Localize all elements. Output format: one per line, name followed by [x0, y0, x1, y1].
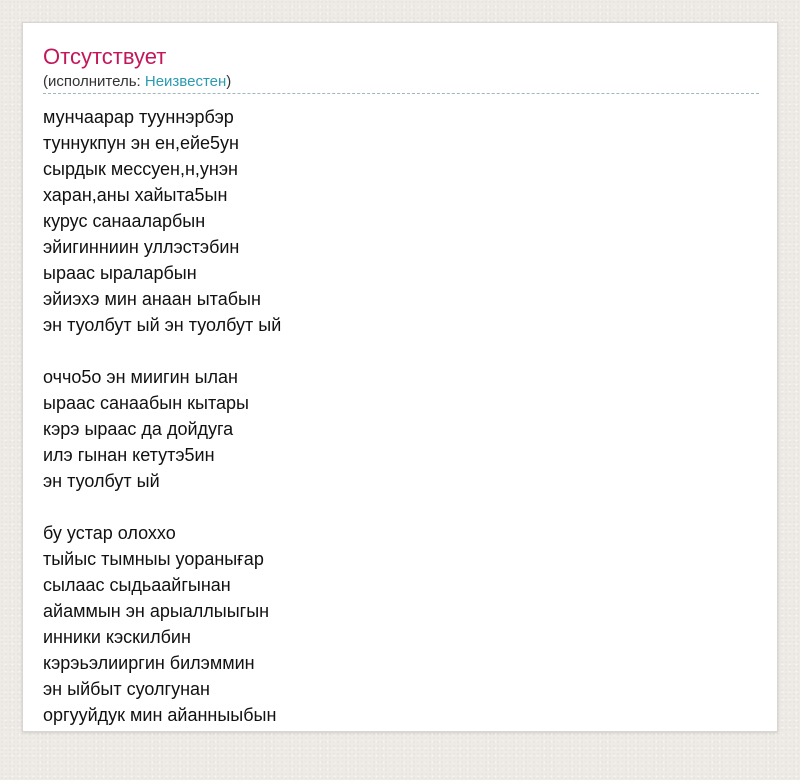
lyric-line: харан,аны хайыта5ын — [43, 185, 228, 205]
lyric-line: эн ыйбыт суолгунан — [43, 679, 210, 699]
lyric-line: туннукпун эн ен,ейе5ун — [43, 133, 239, 153]
lyric-line: кэрэьэлииргин билэммин — [43, 653, 255, 673]
lyric-line: илэ гынан кетутэ5ин — [43, 445, 215, 465]
lyric-line: кэрэ ыраас да дойдуга — [43, 419, 234, 439]
stanza-3 — [43, 520, 743, 728]
lyrics-card — [22, 22, 778, 732]
stanza-2 — [43, 364, 743, 494]
lyric-line: ыраас ыраларбын — [43, 263, 197, 283]
song-title: Отсутствует — [43, 44, 167, 69]
lyric-line: бу устар олоххо — [43, 523, 176, 543]
dashed-divider — [43, 93, 759, 94]
lyric-line: инники кэскилбин — [43, 627, 191, 647]
stanza-1 — [43, 104, 743, 338]
lyric-line: оргууйдук мин айанныыбын — [43, 705, 277, 725]
lyric-line: оччо5о эн миигин ылан — [43, 367, 238, 387]
lyric-line: эн туолбут ый эн туолбут ый — [43, 315, 282, 335]
lyric-line: тыйыс тымныы уоранығар — [43, 549, 264, 569]
lyric-line: эйиэхэ мин анаан ытабын — [43, 289, 261, 309]
lyric-line: айаммын эн арыаллыыгын — [43, 601, 270, 621]
lyric-line: эйигинниин уллэстэбин — [43, 237, 240, 257]
lyric-line: сырдык мессуен,н,унэн — [43, 159, 238, 179]
lyric-line: сылаас сыдьаайгынан — [43, 575, 231, 595]
lyric-line: мунчаарар тууннэрбэр — [43, 107, 234, 127]
artist-link[interactable]: Неизвестен — [144, 73, 227, 90]
lyric-line: эн туолбут ый — [43, 471, 160, 491]
lyrics-body — [43, 104, 743, 754]
artist-suffix: ) — [226, 73, 232, 90]
lyric-line: ыраас санаабын кытары — [43, 393, 249, 413]
lyric-line: курус санааларбын — [43, 211, 206, 231]
artist-prefix: (исполнитель: — [43, 73, 145, 90]
artist-line — [43, 73, 231, 91]
